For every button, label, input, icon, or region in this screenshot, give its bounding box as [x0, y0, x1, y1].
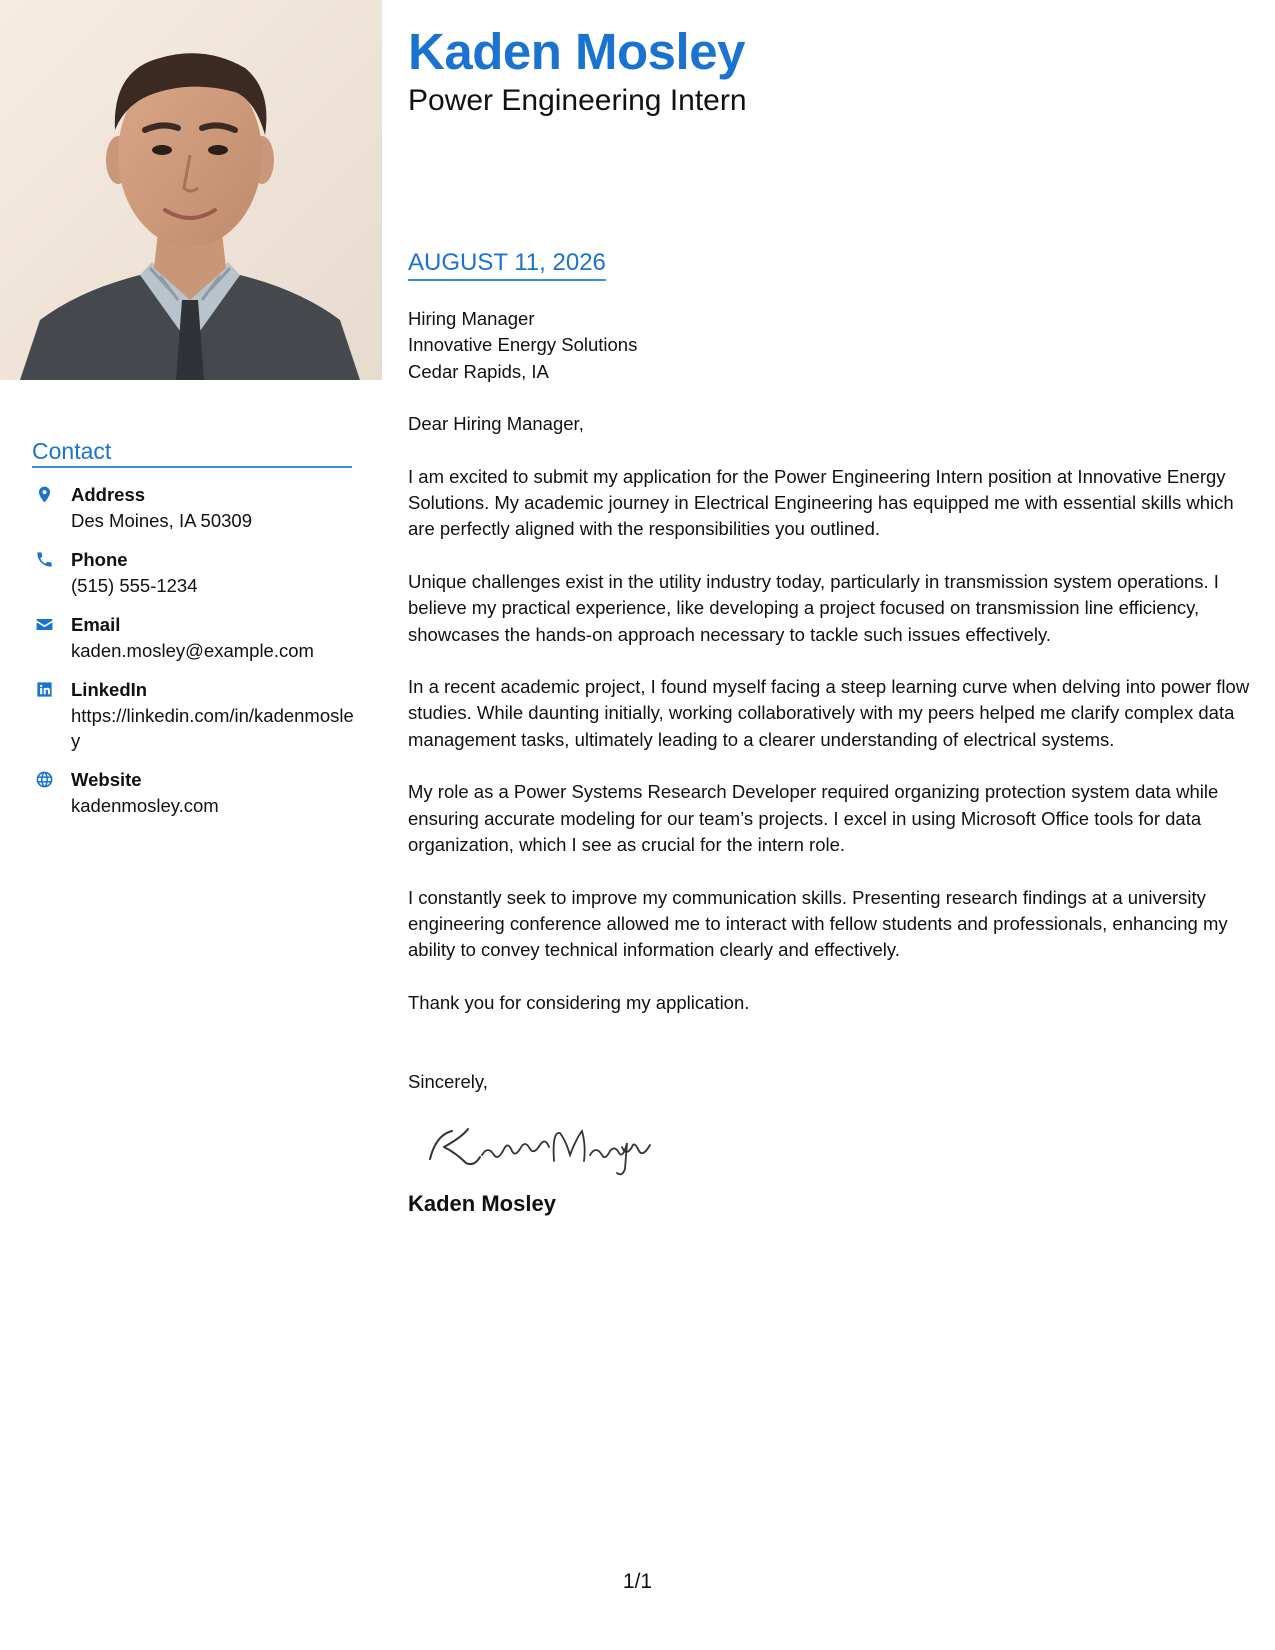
- signature-image: [422, 1117, 662, 1177]
- letter-paragraph: Thank you for considering my application.: [408, 991, 750, 1013]
- globe-icon: [34, 769, 54, 789]
- contact-item-phone: [32, 547, 362, 598]
- closing: Sincerely,: [408, 1071, 488, 1093]
- recipient-line: Innovative Energy Solutions: [408, 334, 638, 356]
- contact-item-linkedin: [32, 677, 362, 753]
- letter-paragraph: My role as a Power Systems Research Developer required organizing protection system data while ensuring accurate modeling for our team’s projects. I excel in using Microsoft Office tools for data organization, which I see as crucial for the intern role.: [408, 781, 1219, 855]
- contact-value: Des Moines, IA 50309: [71, 510, 252, 531]
- contact-item-email: [32, 612, 362, 663]
- recipient-block: [408, 306, 1253, 385]
- letter-paragraph: I constantly seek to improve my communication skills. Presenting research findings at a university engineering conference allowed me to interact with fellow students and professionals, enhancing my ability to convey technical information clearly and effectively.: [408, 886, 1228, 961]
- profile-photo: [0, 0, 382, 380]
- salutation: Dear Hiring Manager,: [408, 413, 584, 435]
- letter-paragraph: Unique challenges exist in the utility industry today, particularly in transmission system operations. I believe my practical experience, like developing a project focused on transmission line efficiency, showcases the hands-on approach necessary to tackle such issues effectively.: [408, 570, 1219, 645]
- location-pin-icon: [34, 484, 54, 504]
- letter-paragraph: In a recent academic project, I found myself facing a steep learning curve when delving into power flow studies. While daunting initially, working collaboratively with my peers helped me clarify complex data management tasks, ultimately leading to a clearer understanding of electrical systems.: [408, 676, 1250, 750]
- phone-icon: [34, 549, 54, 569]
- contact-label: Address: [71, 484, 146, 505]
- recipient-line: Hiring Manager: [408, 308, 535, 329]
- website-link[interactable]: kadenmosley.com: [71, 795, 219, 816]
- letter-paragraph: I am excited to submit my application for the Power Engineering Intern position at Innovative Energy Solutions. My academic journey in Electrical Engineering has equipped me with essential skills which are perfectly aligned with the responsibilities you outlined.: [408, 465, 1234, 540]
- linkedin-icon: [34, 679, 54, 699]
- contact-label: Website: [71, 769, 142, 790]
- job-title: Power Engineering Intern: [408, 84, 747, 117]
- email-link[interactable]: kaden.mosley@example.com: [71, 640, 314, 661]
- linkedin-link[interactable]: https://linkedin.com/in/kadenmosley: [71, 705, 354, 751]
- envelope-icon: [34, 614, 54, 634]
- contact-label: LinkedIn: [71, 679, 148, 700]
- contact-item-address: [32, 482, 362, 533]
- page-number: 1/1: [622, 1570, 653, 1593]
- contact-list: [32, 482, 362, 832]
- letter-body: [408, 306, 1253, 1218]
- contact-heading: Contact: [32, 438, 352, 468]
- letter-date: AUGUST 11, 2026: [408, 249, 606, 281]
- signed-name: Kaden Mosley: [408, 1191, 556, 1217]
- contact-item-website: [32, 767, 362, 818]
- contact-label: Phone: [71, 549, 128, 570]
- contact-value: (515) 555-1234: [71, 575, 198, 596]
- contact-label: Email: [71, 614, 121, 635]
- applicant-name: Kaden Mosley: [408, 23, 745, 80]
- recipient-line: Cedar Rapids, IA: [408, 360, 549, 382]
